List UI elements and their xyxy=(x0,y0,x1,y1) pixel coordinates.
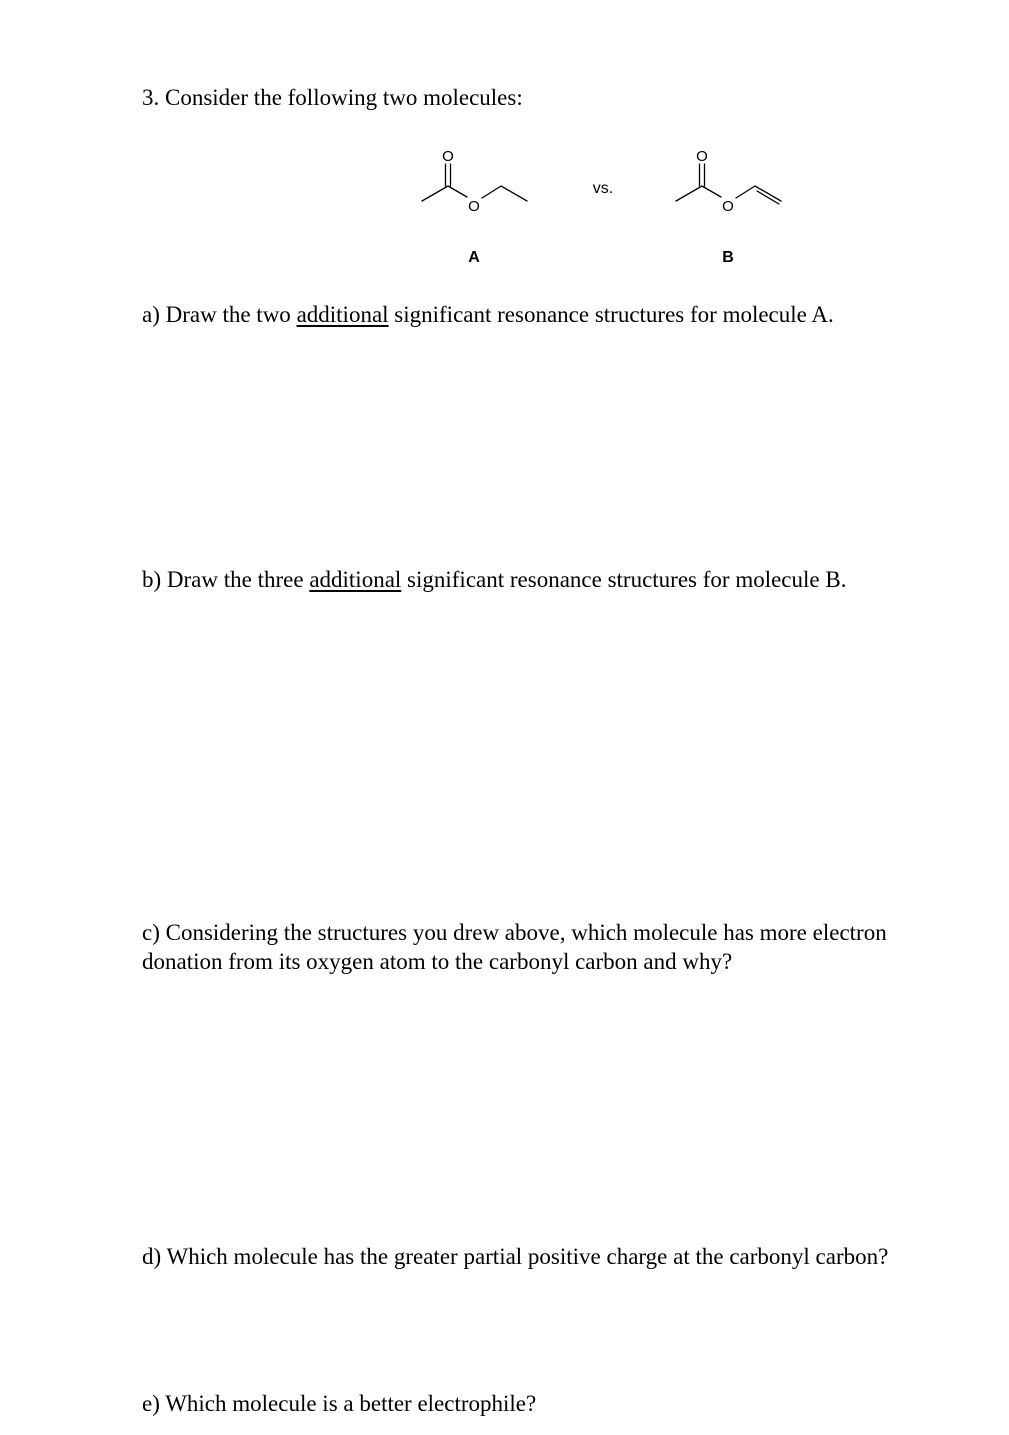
part-a-underlined: additional xyxy=(296,302,389,327)
bond-ester-o-ch2-a xyxy=(482,186,501,198)
molecule-a-structure xyxy=(422,148,527,215)
part-c-prompt xyxy=(142,918,887,976)
molecules-figure xyxy=(0,0,1009,300)
part-b-prompt xyxy=(142,565,846,594)
part-a-prompt xyxy=(142,300,834,329)
part-b-suffix: significant resonance structures for molecule B. xyxy=(401,567,847,592)
question-title: 3. Consider the following two molecules: xyxy=(142,85,523,110)
bond-methyl-carbonyl-a xyxy=(422,186,448,201)
part-a-suffix: significant resonance structures for molecule A. xyxy=(388,302,834,327)
bond-carbonyl-ester-o-a xyxy=(448,186,467,197)
part-c-line1: c) Considering the structures you drew above, which molecule has more electron xyxy=(142,920,887,945)
oxygen-ester-b: O xyxy=(722,198,734,215)
oxygen-carbonyl-b: O xyxy=(696,148,708,165)
part-e-prompt: e) Which molecule is a better electrophile? xyxy=(142,1391,537,1416)
vs-label: vs. xyxy=(592,180,614,197)
molecule-a-label: A xyxy=(468,249,480,266)
molecule-b-label: B xyxy=(722,249,734,266)
part-a-prefix: a) Draw the two xyxy=(142,302,297,327)
bond-methyl-carbonyl-b xyxy=(676,186,702,201)
bond-carbonyl-ester-o-b xyxy=(702,186,721,197)
part-d-prompt: d) Which molecule has the greater partial positive charge at the carbonyl carbon? xyxy=(142,1244,889,1269)
molecule-b-structure xyxy=(676,148,781,215)
oxygen-carbonyl-a: O xyxy=(442,148,454,165)
bond-vinyl-double-b-1 xyxy=(755,186,781,201)
part-b-underlined: additional xyxy=(309,567,402,592)
part-b-prefix: b) Draw the three xyxy=(142,567,310,592)
part-c-line2: donation from its oxygen atom to the carbonyl carbon and why? xyxy=(142,949,733,974)
bond-ester-o-vinyl-b xyxy=(736,186,755,198)
bond-ch2-ch3-a xyxy=(501,186,527,201)
oxygen-ester-a: O xyxy=(468,198,480,215)
